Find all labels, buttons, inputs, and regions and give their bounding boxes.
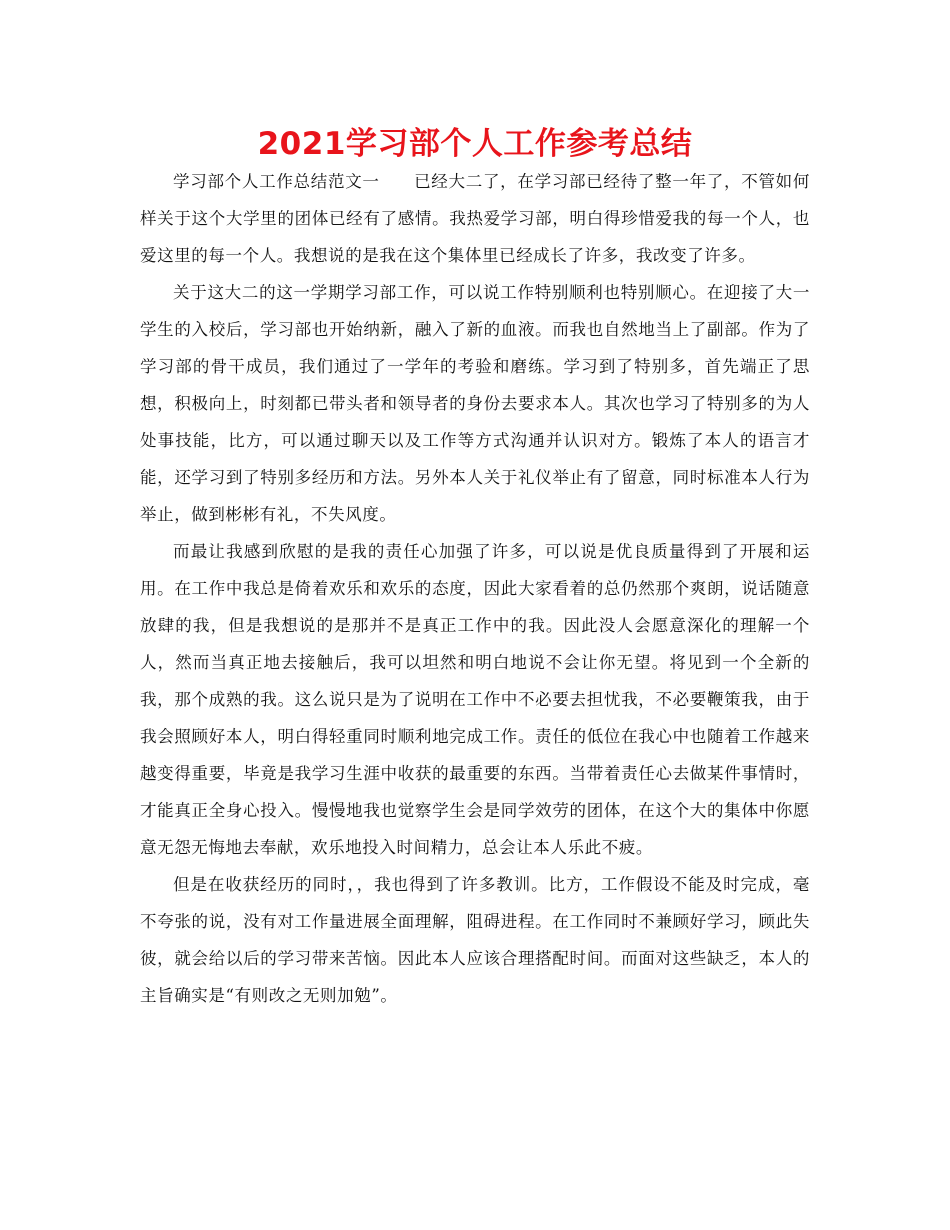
paragraph-3: 而最让我感到欣慰的是我的责任心加强了许多，可以说是优良质量得到了开展和运用。在工作中我总是倚着欢乐和欢乐的态度，因此大家看着的总仍然那个爽朗，说话随意放肆的我，但是我想说的是那并不是真正工作中的我。因此没人会愿意深化的理解一个人，然而当真正地去接触后，我可以坦然和明白地说不会让你无望。将见到一个全新的我，那个成熟的我。这么说只是为了说明在工作中不必要去担忧我，不必要鞭策我，由于我会照顾好本人，明白得轻重同时顺利地完成工作。责任的低位在我心中也随着工作越来越变得重要，毕竟是我学习生涯中收获的最重要的东西。当带着责任心去做某件事情时，才能真正全身心投入。慢慢地我也觉察学生会是同学效劳的团体，在这个大的集体中你愿意无怨无悔地去奉献，欢乐地投入时间精力，总会让本人乐此不疲。 bbox=[140, 542, 810, 857]
paragraph-2: 关于这大二的这一学期学习部工作，可以说工作特别顺利也特别顺心。在迎接了大一学生的入校后，学习部也开始纳新，融入了新的血液。而我也自然地当上了副部。作为了学习部的骨干成员，我们通过了一学年的考验和磨练。学习到了特别多，首先端正了思想，积极向上，时刻都已带头者和领导者的身份去要求本人。其次也学习了特别多的为人处事技能，比方，可以通过聊天以及工作等方式沟通并认识对方。锻炼了本人的语言才能，还学习到了特别多经历和方法。另外本人关于礼仪举止有了留意，同时标准本人行为举止，做到彬彬有礼，不失风度。 bbox=[140, 283, 810, 524]
paragraph-1: 学习部个人工作总结范文一 已经大二了，在学习部已经待了整一年了，不管如何样关于这个大学里的团体已经有了感情。我热爱学习部，明白得珍惜爱我的每一个人，也爱这里的每一个人。我想说的是我在这个集体里已经成长了许多，我改变了许多。 bbox=[140, 172, 810, 265]
paragraph-4: 但是在收获经历的同时，，我也得到了许多教训。比方，工作假设不能及时完成，毫不夸张的说，没有对工作量进展全面理解，阻碍进程。在工作同时不兼顾好学习，顾此失彼，就会给以后的学习带来苦恼。因此本人应该合理搭配时间。而面对这些缺乏，本人的主旨确实是“有则改之无则加勉”。 bbox=[140, 875, 810, 1005]
document-title: 2021学习部个人工作参考总结 bbox=[257, 126, 693, 162]
document-body bbox=[140, 163, 810, 1014]
